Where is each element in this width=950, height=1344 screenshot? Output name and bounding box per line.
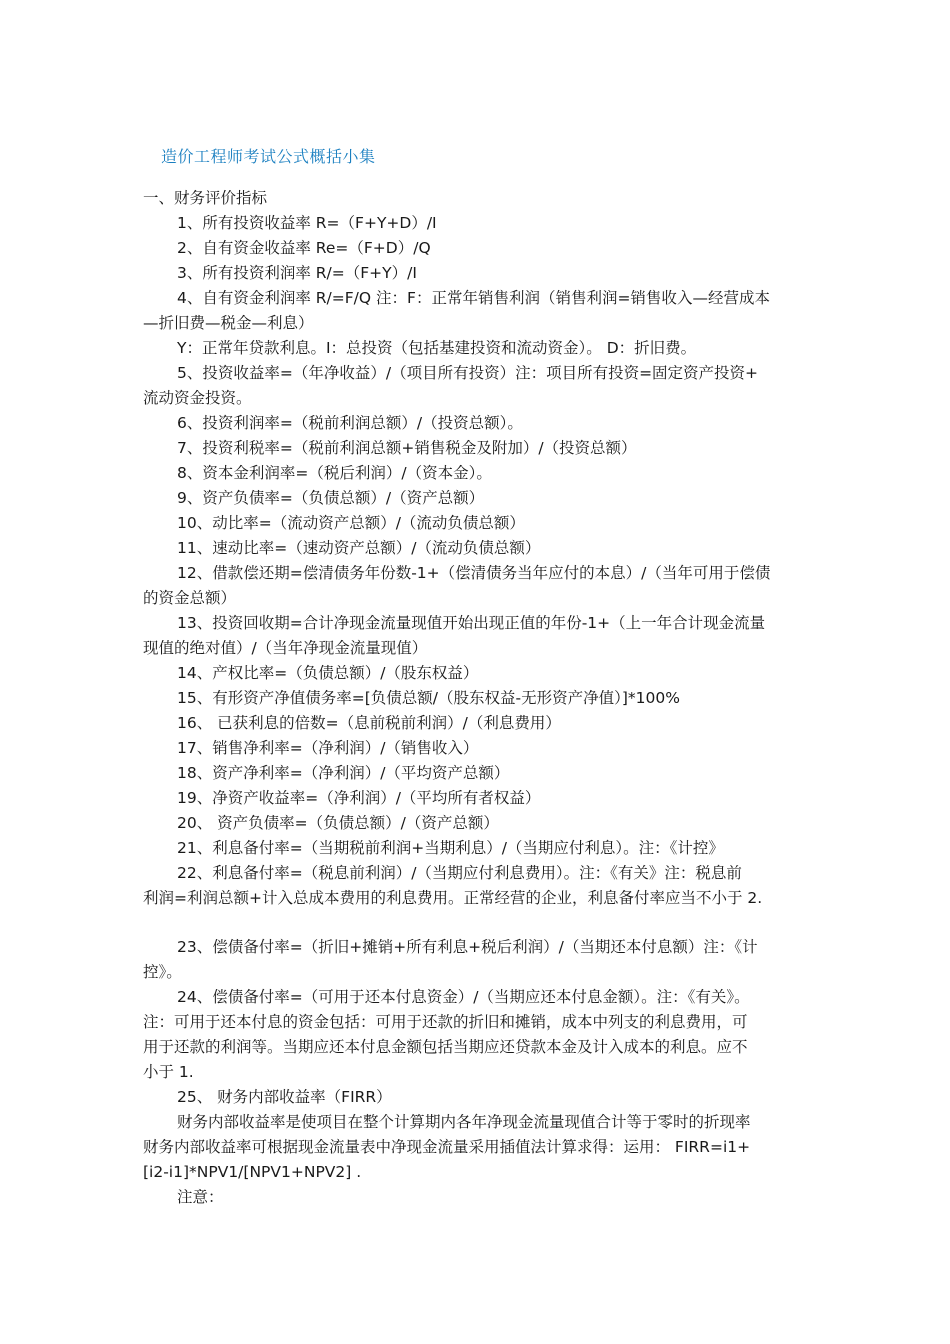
text-line: 19、净资产收益率=（净利润）/（平均所有者权益） — [177, 789, 541, 807]
text-line: 财务内部收益率是使项目在整个计算期内各年净现金流量现值合计等于零时的折现率 — [177, 1113, 751, 1131]
document-title: 造价工程师考试公式概括小集 — [161, 147, 376, 166]
text-line: 14、产权比率=（负债总额）/（股东权益） — [177, 664, 479, 682]
text-line: 控》。 — [143, 963, 182, 981]
text-line: 3、所有投资利润率 R/=（F+Y）/I — [177, 264, 417, 282]
text-line: 25、 财务内部收益率（FIRR） — [177, 1088, 392, 1106]
text-line: 9、资产负债率=（负债总额）/（资产总额） — [177, 489, 485, 507]
text-line: 流动资金投资。 — [143, 389, 252, 407]
text-line: 18、资产净利率=（净利润）/（平均资产总额） — [177, 764, 510, 782]
text-line: 15、有形资产净值债务率=[负债总额/（股东权益-无形资产净值）]*100% — [177, 689, 680, 707]
text-line: 10、动比率=（流动资产总额）/（流动负债总额） — [177, 514, 525, 532]
text-line: 7、投资利税率=（税前利润总额+销售税金及附加）/（投资总额） — [177, 439, 637, 457]
text-line: 的资金总额） — [143, 589, 237, 607]
text-line: 注：可用于还本付息的资金包括：可用于还款的折旧和摊销，成本中列支的利息费用，可 — [143, 1013, 748, 1031]
text-line: 24、偿债备付率=（可用于还本付息资金）/（当期应还本付息金额）。注：《有关》。 — [177, 988, 750, 1006]
text-line: 23、偿债备付率=（折旧+摊销+所有利息+税后利润）/（当期还本付息额）注：《计 — [177, 938, 758, 956]
text-line: 现值的绝对值）/（当年净现金流量现值） — [143, 639, 428, 657]
text-line: 2、自有资金收益率 Re=（F+D）/Q — [177, 239, 431, 257]
text-line: 17、销售净利率=（净利润）/（销售收入） — [177, 739, 479, 757]
text-line: 注意： — [177, 1188, 224, 1206]
text-line: 5、投资收益率=（年净收益）/（项目所有投资）注：项目所有投资=固定资产投资+ — [177, 364, 759, 382]
text-line: Y：正常年贷款利息。I：总投资（包括基建投资和流动资金）。 D：折旧费。 — [177, 339, 697, 357]
text-line: 利润=利润总额+计入总成本费用的利息费用。正常经营的企业，利息备付率应当不小于 2. — [143, 889, 763, 907]
text-line: 22、利息备付率=（税息前利润）/（当期应付利息费用）。注：《有关》注：税息前 — [177, 864, 742, 882]
text-line: 16、 已获利息的倍数=（息前税前利润）/（利息费用） — [177, 714, 561, 732]
text-line: 用于还款的利润等。当期应还本付息金额包括当期应还贷款本金及计入成本的利息。应不 — [143, 1038, 748, 1056]
text-line: 8、资本金利润率=（税后利润）/（资本金）。 — [177, 464, 492, 482]
text-line: 小于 1. — [143, 1063, 194, 1081]
text-line: 12、借款偿还期=偿清债务年份数-1+（偿清债务当年应付的本息）/（当年可用于偿债 — [177, 564, 771, 582]
text-line: 11、速动比率=（速动资产总额）/（流动负债总额） — [177, 539, 541, 557]
text-line: 20、 资产负债率=（负债总额）/（资产总额） — [177, 814, 499, 832]
text-line: 1、所有投资收益率 R=（F+Y+D）/I — [177, 214, 437, 232]
text-line: —折旧费—税金—利息） — [143, 314, 314, 332]
text-line: [i2-i1]*NPV1/[NPV1+NPV2] . — [143, 1163, 362, 1181]
text-line: 21、利息备付率=（当期税前利润+当期利息）/（当期应付利息）。注：《计控》 — [177, 839, 724, 857]
text-line: 一、财务评价指标 — [143, 189, 268, 207]
text-line: 4、自有资金利润率 R/=F/Q 注：F：正常年销售利润（销售利润=销售收入—经营成本 — [177, 289, 770, 307]
text-line: 财务内部收益率可根据现金流量表中净现金流量采用插值法计算求得：运用： FIRR=i1+ — [143, 1138, 751, 1156]
text-line: 13、投资回收期=合计净现金流量现值开始出现正值的年份-1+（上一年合计现金流量 — [177, 614, 766, 632]
text-line: 6、投资利润率=（税前利润总额）/（投资总额）。 — [177, 414, 523, 432]
